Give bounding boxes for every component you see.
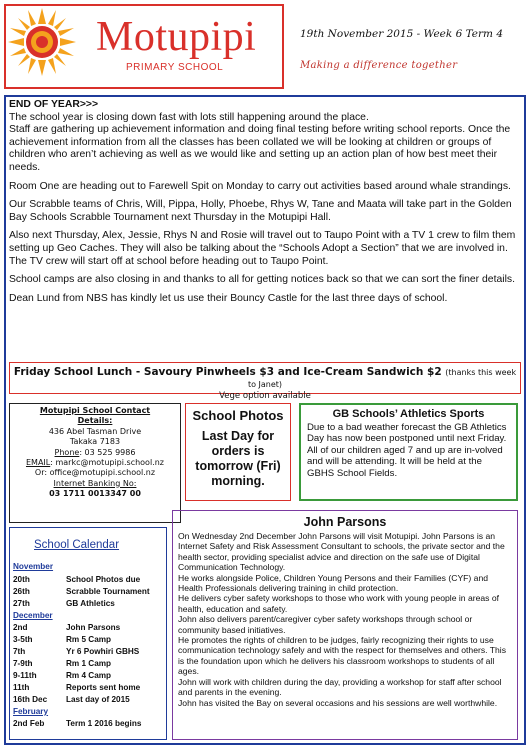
- calendar-event: Rm 4 Camp: [66, 671, 112, 680]
- parsons-paragraph: He works alongside Police, Children Young Persons and their Families (CYF) and Health Professionals delivering training in child protection.: [178, 572, 489, 594]
- calendar-row: [13, 575, 140, 584]
- athletics-text: All of our children aged 7 and up are in-volved and will be attending. It will be held at the GBHS School Fields.: [307, 444, 503, 479]
- school-subtitle: PRIMARY SCHOOL: [126, 62, 224, 73]
- calendar-date: 27th: [13, 599, 30, 608]
- contact-address: 436 Abel Tasman Drive: [48, 426, 142, 436]
- lunch-text: Friday School Lunch - Savoury Pinwheels $3 and Ice-Cream Sandwich $2: [13, 366, 442, 378]
- calendar-row: [13, 635, 111, 644]
- email-label: EMAIL: [25, 458, 51, 468]
- calendar-event: School Photos due: [66, 575, 141, 584]
- news-paragraph: School camps are also closing in and thanks to all for getting notices back so that we can sort the finer details.: [9, 274, 515, 286]
- calendar-event: Last day of 2015: [66, 695, 130, 704]
- calendar-row: [13, 623, 120, 632]
- calendar-row: [13, 671, 111, 680]
- school-photos-box: [185, 403, 291, 501]
- calendar-event: Rm 1 Camp: [66, 659, 112, 668]
- calendar-title: School Calendar: [34, 539, 120, 551]
- lunch-vege-note: Vege option available: [219, 391, 311, 401]
- parsons-paragraph: John will work with children during the day, providing a workshop for staff after school and parents in the evening.: [178, 676, 502, 698]
- parsons-paragraph: On Wednesday 2nd December John Parsons will visit Motupipi. John Parsons is an Internet Safety and Risk Assessment Consultant to schools, the private sector and the health sector, providing specialist advice and direction on the safe use of Digital Communication Technology.: [178, 531, 505, 573]
- calendar-month: November: [13, 562, 54, 571]
- banking-number: 03 1711 0013347 00: [49, 489, 141, 499]
- calendar-event: Term 1 2016 begins: [66, 719, 142, 728]
- news-paragraph: Staff are gathering up achievement information and doing final testing before writing school reports. Once the achievement information from all the classes has been collated we will be looking at children or groups of children who aren’t achieving as well as we would like and setting up an action plan of how best meet their needs.: [9, 124, 511, 173]
- school-motto: Making a difference together: [300, 60, 458, 71]
- athletics-body: [301, 420, 516, 479]
- calendar-row: [13, 683, 140, 692]
- calendar-date: 7-9th: [13, 659, 33, 668]
- parsons-title: John Parsons: [303, 515, 387, 529]
- email-link[interactable]: : markc@motupipi.school.nz: [50, 458, 164, 468]
- calendar-row: [13, 647, 139, 656]
- phone-number: : 03 525 9986: [79, 447, 136, 457]
- calendar-date: 26th: [13, 587, 30, 596]
- calendar-row: [13, 695, 130, 704]
- parsons-body: [173, 529, 517, 708]
- school-name: Motupipi: [96, 14, 257, 60]
- calendar-date: 3-5th: [13, 635, 33, 644]
- news-paragraph: Also next Thursday, Alex, Jessie, Rhys N and Rosie will travel out to Taupo Point with a TV 1 crew to film them setting up Geo Caches. They will also be talking about the “Schools Adopt a Section” that we are involved in.: [9, 230, 516, 254]
- news-paragraph: The TV crew will start off at school before heading out to Taupo Point.: [9, 255, 329, 267]
- photos-title: School Photos: [192, 408, 284, 423]
- calendar-event: GB Athletics: [66, 599, 115, 608]
- contact-title: Motupipi School Contact: [39, 406, 151, 415]
- calendar-date: 11th: [13, 683, 30, 692]
- calendar-date: 20th: [13, 575, 30, 584]
- calendar-row: [13, 719, 141, 728]
- calendar-date: 7th: [13, 647, 26, 656]
- issue-date: 19th November 2015 - Week 6 Term 4: [300, 28, 504, 40]
- athletics-text: Due to a bad weather forecast the GB Athletics Day has now been postponed until next Friday.: [307, 422, 507, 445]
- calendar-date: 9-11th: [13, 671, 37, 680]
- news-paragraph: Dean Lund from NBS has kindly let us use their Bouncy Castle for the last three days of school.: [9, 292, 448, 304]
- news-paragraph: The school year is closing down fast with lots still happening around the place.: [9, 111, 369, 123]
- news-paragraph: Our Scrabble teams of Chris, Will, Pippa, Holly, Phoebe, Rhys W, Tane and Maata will take part in the Golden Bay Schools Scrabble Tournament next Thursday in the Motupipi Hall.: [9, 199, 512, 223]
- calendar-event: Reports sent home: [66, 683, 141, 692]
- sun-logo-icon: [6, 6, 78, 78]
- contact-email: [10, 458, 180, 468]
- contact-title: Details:: [77, 416, 113, 426]
- calendar-row: [13, 659, 111, 668]
- john-parsons-box: [172, 510, 518, 740]
- calendar-row: [13, 599, 115, 608]
- parsons-paragraph: John has visited the Bay on several occasions and his sessions are well worthwhile.: [178, 697, 498, 708]
- calendar-date: 2nd Feb: [13, 719, 45, 728]
- phone-label: Phone: [54, 447, 80, 457]
- lunch-banner: [9, 362, 521, 401]
- lunch-thanks: (thanks this week to Janet): [247, 368, 517, 389]
- contact-address: Takaka 7183: [69, 437, 121, 447]
- athletics-box: [299, 403, 518, 501]
- parsons-paragraph: He delivers cyber safety workshops to those who work with young people in areas of health, education and safety.: [178, 593, 499, 614]
- news-section: [9, 99, 521, 311]
- calendar-event: Rm 5 Camp: [66, 635, 112, 644]
- calendar-date: 2nd: [13, 623, 28, 632]
- contact-box: [9, 403, 181, 523]
- calendar-row: [13, 587, 150, 596]
- contact-office-email[interactable]: Or: office@motupipi.school.nz: [34, 468, 156, 478]
- banking-label: Internet Banking No:: [53, 478, 137, 488]
- parsons-paragraph: John also delivers parent/caregiver cyber safety workshops through school or community based initiatives.: [178, 614, 473, 635]
- photos-body: Last Day for orders is tomorrow (Fri) morning.: [195, 429, 281, 488]
- calendar-month: December: [13, 611, 53, 620]
- calendar-event: Scrabble Tournament: [66, 587, 150, 596]
- calendar-event: Yr 6 Powhiri GBHS: [66, 647, 140, 656]
- news-paragraph: Room One are heading out to Farewell Spit on Monday to carry out activities based around whale strandings.: [9, 180, 511, 192]
- news-heading: END OF YEAR>>>: [9, 99, 99, 110]
- calendar-event: John Parsons: [66, 623, 121, 632]
- contact-phone: [10, 448, 180, 458]
- athletics-title: GB Schools’ Athletics Sports: [332, 408, 485, 420]
- calendar-date: 16th Dec: [13, 695, 48, 704]
- calendar-month: February: [13, 707, 49, 716]
- parsons-paragraph: He promotes the rights of children to be judges, fairly recognizing their rights to use communication technology safely and with the respect for themselves and others. This is the foundation upon which he delivers his classroom workshops to students of all ages.: [178, 635, 507, 677]
